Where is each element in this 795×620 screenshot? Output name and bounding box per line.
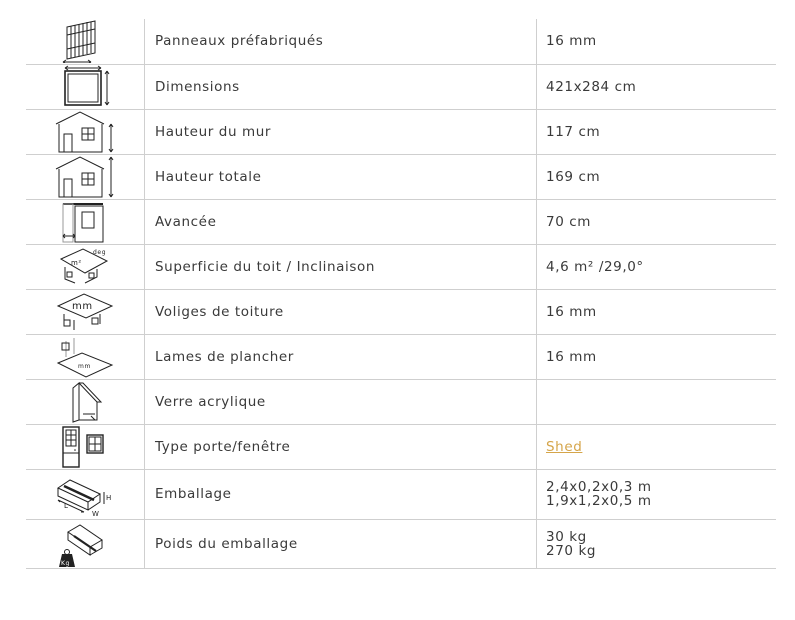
table-row: [26, 424, 776, 469]
spec-label: Emballage: [145, 469, 537, 519]
roof-area-unit-text: m²: [71, 258, 82, 267]
roof-boards-icon: [50, 290, 120, 334]
spec-label: Hauteur du mur: [145, 109, 537, 154]
table-row: [26, 334, 776, 379]
spec-label: Lames de plancher: [145, 334, 537, 379]
table-row: [26, 379, 776, 424]
floor-boards-icon: [50, 335, 120, 379]
spec-label: Hauteur totale: [145, 154, 537, 199]
spec-value: [537, 379, 777, 424]
acrylic-glass-icon: [55, 380, 115, 424]
door-window-icon: [55, 425, 115, 469]
icon-cell: [26, 199, 145, 244]
spec-value: 16 mm: [537, 289, 777, 334]
spec-value: 70 cm: [537, 199, 777, 244]
icon-cell: [26, 519, 145, 568]
spec-value: 421x284 cm: [537, 64, 777, 109]
spec-value: 16 mm: [537, 19, 777, 64]
prefab-panels-icon: [55, 19, 115, 63]
weight-unit-text: Kg: [61, 559, 70, 567]
spec-label: Panneaux préfabriqués: [145, 19, 537, 64]
spec-value: 16 mm: [537, 334, 777, 379]
spec-label: Type porte/fenêtre: [145, 424, 537, 469]
floor-boards-unit-text: mm: [78, 362, 91, 370]
package-length-label: L: [64, 502, 69, 510]
spec-label: Verre acrylique: [145, 379, 537, 424]
dimensions-icon: [55, 65, 115, 109]
icon-cell: [26, 64, 145, 109]
icon-cell: [26, 289, 145, 334]
door-window-link[interactable]: Shed: [546, 438, 583, 455]
specifications-table: [26, 19, 776, 569]
spec-value: 30 kg 270 kg: [537, 519, 777, 568]
spec-label: Voliges de toiture: [145, 289, 537, 334]
spec-value: 4,6 m² /29,0°: [537, 244, 777, 289]
spec-value: 117 cm: [537, 109, 777, 154]
package-width-label: W: [92, 510, 100, 518]
table-row: [26, 64, 776, 109]
total-height-icon: [50, 155, 120, 199]
spec-value: 169 cm: [537, 154, 777, 199]
spec-label: Avancée: [145, 199, 537, 244]
icon-cell: [26, 109, 145, 154]
table-row: [26, 469, 776, 519]
icon-cell: [26, 469, 145, 519]
table-row: [26, 519, 776, 568]
table-row: [26, 109, 776, 154]
spec-value: 2,4x0,2x0,3 m 1,9x1,2x0,5 m: [537, 469, 777, 519]
icon-cell: [26, 379, 145, 424]
roof-boards-unit-text: mm: [72, 300, 93, 312]
roof-angle-unit-text: deg: [93, 248, 107, 256]
table-row: [26, 154, 776, 199]
spec-label: Poids du emballage: [145, 519, 537, 568]
packaging-icon: [50, 470, 120, 518]
package-weight-icon: [50, 520, 120, 568]
overhang-icon: [55, 200, 115, 244]
table-row: [26, 289, 776, 334]
table-row: [26, 19, 776, 64]
roof-area-icon: [55, 245, 115, 289]
icon-cell: [26, 19, 145, 64]
icon-cell: [26, 424, 145, 469]
spec-label: Dimensions: [145, 64, 537, 109]
spec-value: [537, 424, 777, 469]
icon-cell: [26, 334, 145, 379]
table-row: [26, 244, 776, 289]
spec-label: Superficie du toit / Inclinaison: [145, 244, 537, 289]
icon-cell: [26, 154, 145, 199]
package-height-label: H: [106, 494, 112, 502]
wall-height-icon: [50, 110, 120, 154]
icon-cell: [26, 244, 145, 289]
table-row: [26, 199, 776, 244]
